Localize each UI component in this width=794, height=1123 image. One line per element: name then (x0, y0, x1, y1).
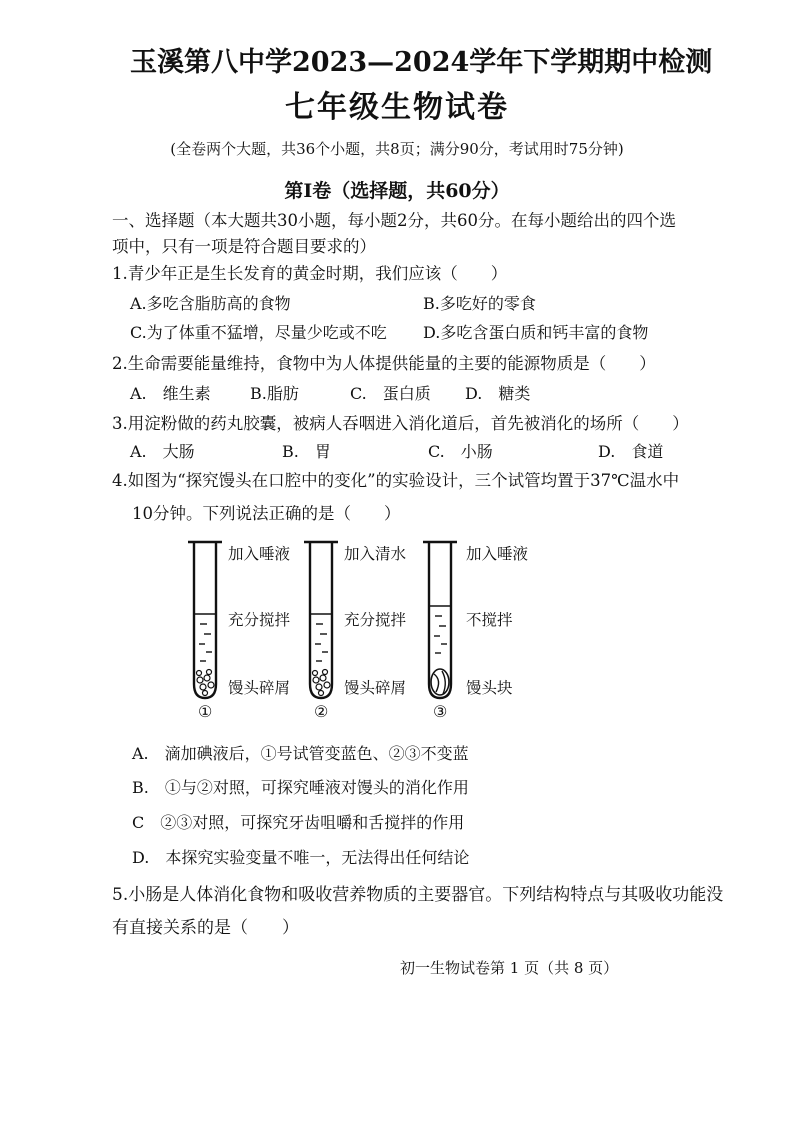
q2-option-d: D. 糖类 (465, 384, 531, 403)
q3-option-a: A. 大肠 (130, 442, 195, 461)
q2-option-c: C. 蛋白质 (350, 384, 431, 403)
q3-option-c: C. 小肠 (428, 442, 493, 461)
q1-option-a: A.多吃含脂肪高的食物 (130, 294, 291, 313)
section-intro-line2: 项中，只有一项是符合题目要求的） (112, 237, 376, 256)
q1-stem: 1.青少年正是生长发育的黄金时期，我们应该（ ） (112, 264, 508, 283)
q4-option-c: C ②③对照，可探究牙齿咀嚼和舌搅拌的作用 (132, 813, 465, 832)
exam-note: (全卷两个大题，共36个小题，共8页；满分90分，考试用时75分钟) (170, 140, 624, 158)
q4-option-a: A. 滴加碘液后，①号试管变蓝色、②③不变蓝 (132, 744, 469, 763)
q5-stem-line1: 5.小肠是人体消化食物和吸收营养物质的主要器官。下列结构特点与其吸收功能没 (112, 885, 724, 905)
tube1-number: ① (198, 702, 213, 721)
test-tube-1 (188, 542, 222, 698)
test-tube-3 (423, 542, 457, 698)
section-title: 第Ⅰ卷（选择题，共60分） (284, 180, 510, 202)
exam-title: 玉溪第八中学2023—2024学年下学期期中检测 (130, 47, 713, 78)
q4-option-b: B. ①与②对照，可探究唾液对馒头的消化作用 (132, 778, 469, 797)
test-tube-2 (304, 542, 338, 698)
section-intro-line1: 一、选择题（本大题共30小题，每小题2分，共60分。在每小题给出的四个选 (112, 211, 676, 230)
q3-option-d: D. 食道 (598, 442, 664, 461)
test-tubes-figure (180, 534, 470, 704)
tube3-label-bottom: 馒头块 (466, 679, 513, 697)
q1-option-d: D.多吃含蛋白质和钙丰富的食物 (423, 323, 649, 342)
tube2-label-mid: 充分搅拌 (344, 611, 407, 629)
q2-option-b: B.脂肪 (250, 384, 299, 403)
q2-stem: 2.生命需要能量维持，食物中为人体提供能量的主要的能源物质是（ ） (112, 354, 656, 373)
q4-stem-line1: 4.如图为“探究馒头在口腔中的变化”的实验设计，三个试管均置于37℃温水中 (112, 471, 680, 490)
q3-option-b: B. 胃 (282, 442, 331, 461)
exam-subtitle: 七年级生物试卷 (285, 90, 509, 125)
tube3-label-mid: 不搅拌 (466, 611, 513, 629)
q3-stem: 3.用淀粉做的药丸胶囊，被病人吞咽进入消化道后，首先被消化的场所（ ） (112, 414, 689, 433)
q5-stem-line2: 有直接关系的是（ ） (112, 918, 299, 938)
tube1-label-bottom: 馒头碎屑 (228, 679, 291, 697)
tube2-label-bottom: 馒头碎屑 (344, 679, 407, 697)
tube1-label-mid: 充分搅拌 (228, 611, 291, 629)
tube3-number: ③ (433, 702, 448, 721)
tube2-number: ② (314, 702, 329, 721)
q4-option-d: D. 本探究实验变量不唯一，无法得出任何结论 (132, 848, 470, 867)
q4-stem-line2: 10分钟。下列说法正确的是（ ） (132, 504, 401, 523)
page-footer: 初一生物试卷第 1 页（共 8 页） (400, 959, 619, 977)
tube2-label-top: 加入清水 (344, 545, 407, 563)
q1-option-b: B.多吃好的零食 (423, 294, 536, 313)
q2-option-a: A. 维生素 (130, 384, 211, 403)
tube1-label-top: 加入唾液 (228, 545, 291, 563)
tube3-label-top: 加入唾液 (466, 545, 529, 563)
q1-option-c: C.为了体重不猛增，尽量少吃或不吃 (130, 323, 387, 342)
